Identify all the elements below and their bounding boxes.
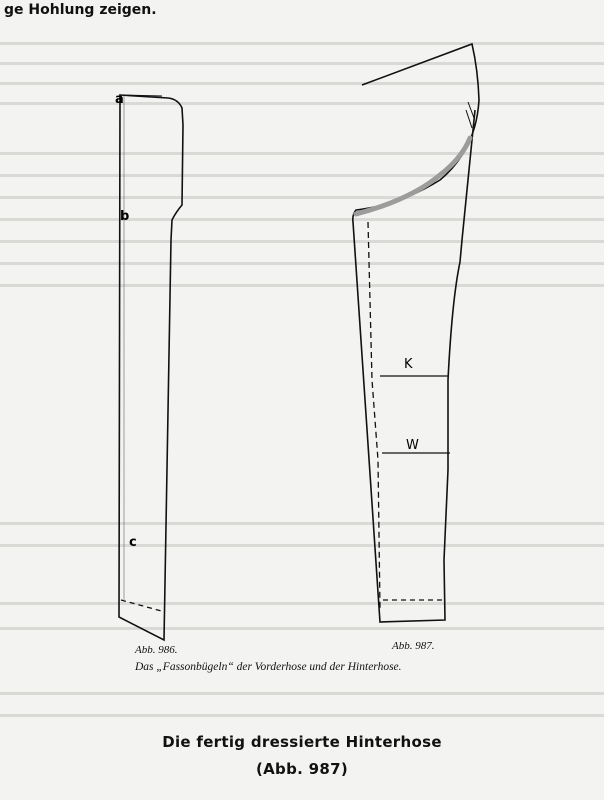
back-trouser-pattern — [353, 44, 479, 622]
front-trouser-pattern — [119, 95, 183, 640]
ironing-curve-mark — [356, 138, 470, 214]
section-subheading: (Abb. 987) — [255, 760, 349, 778]
label-w: W — [406, 438, 419, 453]
label-c: c — [129, 535, 137, 550]
caption-abb-987: Abb. 987. — [392, 640, 435, 652]
section-heading: Die fertig dressierte Hinterhose — [162, 733, 442, 751]
label-k: K — [404, 357, 413, 372]
label-a: a — [115, 92, 124, 107]
figure-caption-line: Das „Fassonbügeln“ der Vorderhose und der Hinterhose. — [135, 661, 402, 673]
caption-abb-986: Abb. 986. — [135, 644, 178, 656]
label-b: b — [120, 209, 130, 224]
top-text: ge Hohlung zeigen. — [4, 2, 157, 18]
